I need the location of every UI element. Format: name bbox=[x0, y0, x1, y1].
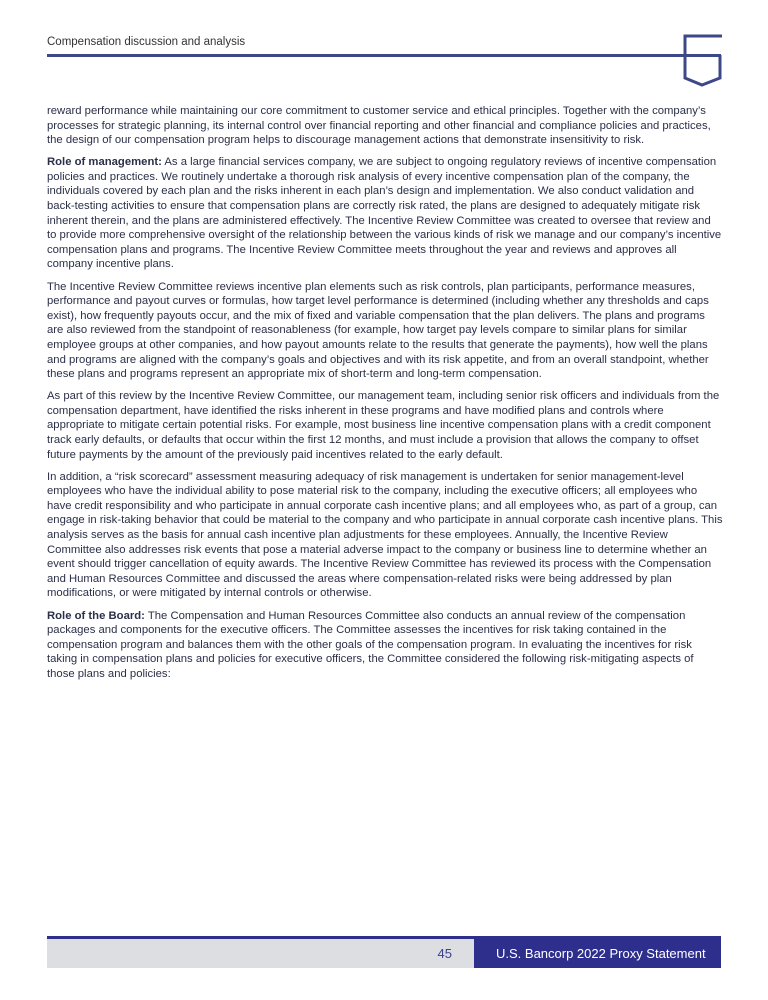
publication-title: U.S. Bancorp 2022 Proxy Statement bbox=[496, 946, 706, 961]
footer-page-box bbox=[47, 939, 474, 968]
paragraph: The Incentive Review Committee reviews incentive plan elements such as risk controls, plan participants, performance measures, performance and payout curves or formulas, how target level performance is determined (including whether any thresholds and caps exist), how frequently payouts occur, and the mix of fixed and variable compensation that the plan delivers. The plans and programs are also reviewed from the standpoint of reasonableness (for example, how target pay levels compare to similar plans for similar employee groups at other companies, and how payout amounts relate to the results that generate the payments), how well the plans and programs are aligned with the company’s goals and objectives and with its risk appetite, and from an overall standpoint, whether these plans and programs represent an appropriate mix of short-term and long-term compensation. bbox=[47, 280, 709, 381]
paragraph: In addition, a “risk scorecard” assessment measuring adequacy of risk management is undertaken for senior management-level employees who have the individual ability to pose material risk to the company, including the executive officers; all employees who have credit responsibility and who participate in annual corporate cash incentive plans; and all employees who, as part of a group, can engage in risk-taking behavior that could be material to the company and who participate in annual corporate cash incentive plans. This analysis serves as the basis for annual cash incentive plan adjustments for these employees. Annually, the Incentive Review Committee also addresses risk events that pose a material adverse impact to the company or business line to determine whether an event should trigger cancellation of equity awards. The Incentive Review Committee has reviewed its process with the Compensation and Human Resources Committee and discussed the areas where compensation-related risks were being addressed by plan modifications, or were mitigated by internal controls or otherwise. bbox=[47, 470, 723, 600]
paragraph-role-of-board: Role of the Board: The Compensation and Human Resources Committee also conducts an annual review of the compensation packages and components for the executive officers. The Committee assesses the incentives for risk taking contained in the compensation program and balances them with the other goals of the compensation program. In evaluating the incentives for risk taking in compensation plans and policies for executive officers, the Committee considered the following risk-mitigating aspects of those plans and policies: bbox=[47, 609, 694, 680]
section-title: Compensation discussion and analysis bbox=[47, 36, 246, 48]
header-rule bbox=[47, 54, 721, 57]
shield-logo-icon bbox=[680, 34, 724, 88]
paragraph: reward performance while maintaining our core commitment to customer service and ethical principles. Together with the company’s processes for strategic planning, its internal control over financial reporting and other financial and compliance policies and practices, the design of our compensation program helps to discourage management actions that demonstrate insensitivity to risk. bbox=[47, 105, 711, 147]
paragraph-role-of-management: Role of management: As a large financial services company, we are subject to ongoing regulatory reviews of incentive compensation policies and practices. We routinely undertake a thorough risk analysis of every incentive compensation plan of the company, the individuals covered by each plan and the risks inherent in each plan’s design and implementation. We also conduct validation and back-testing activities to ensure that compensation plans are correctly risk rated, the plans are designed to adequately mitigate risk inherent therein, and the plans are administered effectively. The Incentive Review Committee was created to oversee that review and to provide more comprehensive oversight of the relationship between the various kinds of risk we manage and our company’s incentive compensation plans and programs. The Incentive Review Committee meets throughout the year and reviews and approves all company incentive plans. bbox=[47, 156, 722, 271]
page-number: 45 bbox=[437, 946, 452, 961]
document-body bbox=[47, 104, 723, 689]
paragraph: As part of this review by the Incentive Review Committee, our management team, including senior risk officers and individuals from the compensation department, have identified the risks inherent in these programs and have modified plans and controls where appropriate to mitigate certain potential risks. For example, most business line incentive compensation plans with a credit component track early defaults, or defaults that occur within the first 12 months, and must include a provision that allows the company to offset future payments by the amount of the previously paid incentives related to the early default. bbox=[47, 390, 720, 461]
footer-publication-box bbox=[474, 936, 721, 968]
